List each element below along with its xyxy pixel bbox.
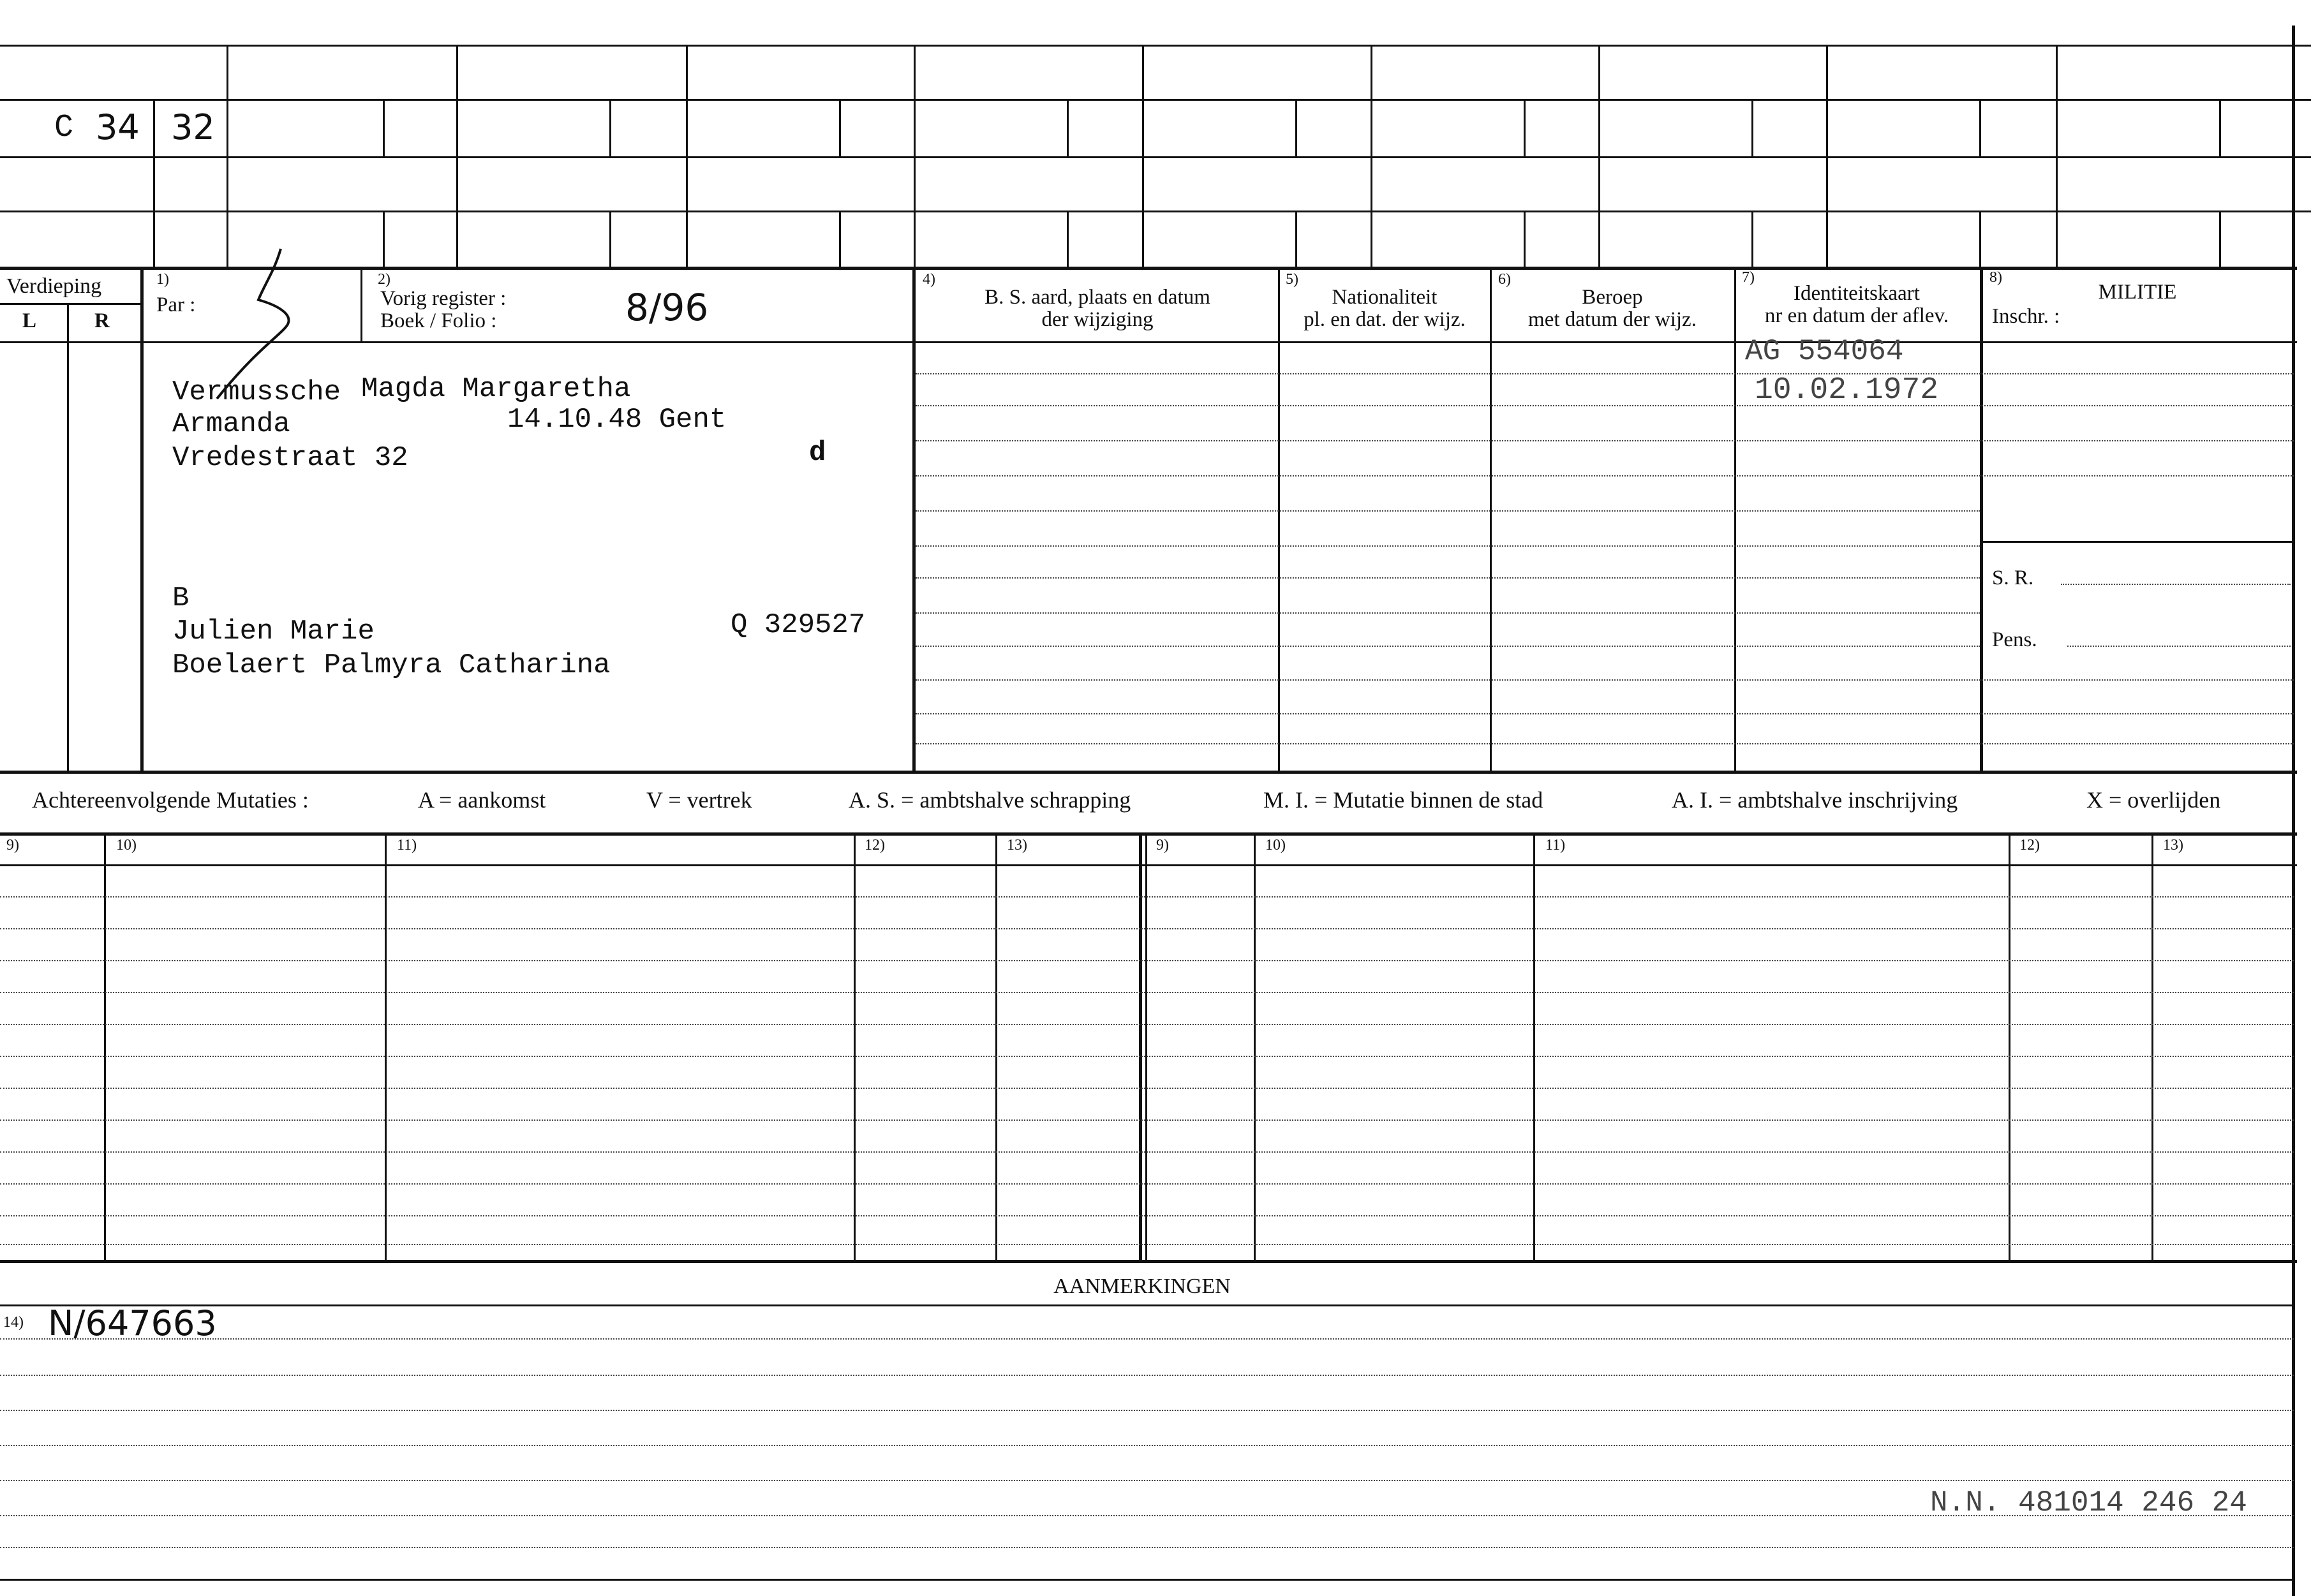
top-grid-col — [1979, 99, 1981, 156]
folio-value: 8/96 — [625, 286, 709, 329]
par-label: Par : — [156, 293, 196, 316]
top-grid-col — [1295, 99, 1297, 156]
id-card-date: 10.02.1972 — [1755, 373, 1939, 408]
top-grid-col — [1751, 99, 1753, 156]
col-divider — [140, 267, 144, 772]
ruled-line — [916, 612, 1980, 614]
militie-sr-line — [2061, 584, 2291, 585]
ruled-line — [916, 373, 2294, 374]
mut-col-12-right: 12) — [2019, 837, 2040, 853]
person-surname: Vermussche — [172, 376, 341, 408]
aanmerkingen-value: N/647663 — [48, 1303, 217, 1343]
verdieping-divider — [0, 303, 142, 305]
top-grid-col — [2219, 99, 2221, 156]
mutaties-bottom-line — [0, 1260, 2297, 1263]
nat-header-line1: Nationaliteit — [1332, 286, 1438, 309]
top-grid-line — [0, 156, 2311, 158]
top-grid-col — [609, 211, 611, 268]
top-grid-col — [1067, 99, 1069, 156]
mutaties-row-line — [0, 1024, 2294, 1025]
col-divider — [1734, 267, 1736, 772]
top-grid-line — [0, 211, 2311, 212]
person-mark: d — [809, 437, 826, 469]
mutaties-top-line — [0, 832, 2297, 836]
mutaties-x: X = overlijden — [2086, 787, 2221, 813]
top-grid-col — [1295, 211, 1297, 268]
aanmerkingen-row-line — [0, 1547, 2294, 1548]
ruled-line — [916, 713, 2294, 714]
id-header-line1: Identiteitskaart — [1794, 282, 1920, 305]
top-grid-col — [914, 45, 916, 268]
col-number-2: 2) — [378, 271, 390, 288]
mut-col-10-right: 10) — [1265, 837, 1286, 853]
father-code: Q 329527 — [731, 609, 866, 641]
mut-col-9-left: 9) — [6, 837, 19, 853]
col-divider — [1490, 267, 1492, 772]
col-divider — [1278, 267, 1280, 772]
ruled-line — [916, 545, 1980, 547]
mutaties-v: V = vertrek — [646, 787, 752, 813]
aanmerkingen-line — [0, 1304, 2294, 1306]
top-grid-col — [1598, 45, 1600, 268]
col-number-7: 7) — [1742, 269, 1755, 286]
mutaties-as: A. S. = ambtshalve schrapping — [849, 787, 1131, 813]
verdieping-label: Verdieping — [6, 274, 102, 298]
top-grid-col — [1142, 45, 1144, 268]
col-number-8: 8) — [1989, 269, 2002, 286]
top-grid-col — [1826, 45, 1828, 268]
person-birth: 14.10.48 Gent — [507, 404, 727, 436]
father-name: Julien Marie — [172, 616, 375, 647]
ruled-line — [916, 475, 2294, 477]
mut-col-11-left: 11) — [397, 837, 417, 853]
top-grid-col — [383, 99, 385, 156]
top-grid-line — [0, 267, 2297, 270]
militie-pens-line — [2067, 646, 2291, 647]
militie-sr-label: S. R. — [1992, 566, 2034, 589]
col-divider — [912, 267, 916, 772]
top-grid-col — [1524, 99, 1526, 156]
mut-col-13-right: 13) — [2163, 837, 2183, 853]
mutaties-title: Achtereenvolgende Mutaties : — [32, 787, 309, 813]
verdieping-bottom — [0, 341, 142, 343]
id-header-line2: nr en datum der aflev. — [1764, 304, 1949, 327]
top-grid-col — [839, 99, 841, 156]
mutaties-row-line — [0, 1151, 2294, 1153]
bs-header-line1: B. S. aard, plaats en datum — [985, 286, 1210, 309]
col-divider — [1980, 267, 1983, 772]
body-bottom-line — [0, 771, 2297, 774]
mut-col-13-left: 13) — [1007, 837, 1027, 853]
aanmerkingen-row-line — [0, 1445, 2294, 1446]
person-address: Vredestraat 32 — [172, 442, 408, 474]
ruled-line — [916, 646, 1980, 647]
mutaties-row-line — [0, 1056, 2294, 1057]
bs-header-line2: der wijziging — [1041, 308, 1154, 331]
top-grid-col — [1067, 211, 1069, 268]
col-number-6: 6) — [1498, 271, 1511, 288]
card-ref-sub: 32 — [171, 107, 215, 147]
top-grid-line — [0, 45, 2311, 47]
verdieping-l: L — [22, 309, 37, 332]
mutaties-row-line — [0, 1119, 2294, 1121]
vorig-register-label: Vorig register : — [380, 287, 507, 310]
mut-col-11-right: 11) — [1545, 837, 1566, 853]
mutaties-row-line — [0, 928, 2294, 929]
mutaties-row-line — [0, 992, 2294, 993]
mut-col-12-left: 12) — [865, 837, 885, 853]
top-grid-col — [456, 45, 458, 268]
top-grid-line — [0, 99, 2311, 101]
ruled-line — [916, 743, 2294, 744]
top-grid-col — [2219, 211, 2221, 268]
ruled-line — [916, 405, 2294, 406]
mutaties-a: A = aankomst — [418, 787, 546, 813]
militie-pens-label: Pens. — [1992, 628, 2037, 651]
card-right-edge — [2292, 26, 2295, 1596]
top-grid-col — [227, 45, 228, 268]
aanmerkingen-row-line — [0, 1410, 2294, 1411]
inschr-label: Inschr. : — [1992, 305, 2060, 328]
mutaties-row-line — [0, 1244, 2294, 1245]
top-grid-col — [1979, 211, 1981, 268]
militie-header: MILITIE — [2098, 281, 2177, 304]
top-grid-col — [609, 99, 611, 156]
national-number: N.N. 481014 246 24 — [1930, 1486, 2247, 1519]
person-name-line2: Armanda — [172, 408, 290, 440]
col-divider — [67, 303, 69, 772]
top-grid-col — [1751, 211, 1753, 268]
header-bottom-line — [140, 341, 2297, 343]
militie-divider — [1981, 541, 2294, 543]
aanmerkingen-row-line — [0, 1375, 2294, 1376]
mut-col-9-right: 9) — [1156, 837, 1169, 853]
mother-name: Boelaert Palmyra Catharina — [172, 649, 611, 681]
nat-header-line2: pl. en dat. der wijz. — [1304, 308, 1466, 331]
parent-marker: B — [172, 582, 189, 614]
top-grid-col — [1524, 211, 1526, 268]
top-grid-col — [153, 99, 155, 268]
col-number-1: 1) — [156, 271, 169, 288]
card-ref-letter: C — [54, 110, 74, 146]
ruled-line — [916, 510, 1980, 512]
id-card-number: AG 554064 — [1745, 335, 1904, 368]
aanmerkingen-row-line — [0, 1338, 2294, 1340]
aanmerkingen-number: 14) — [3, 1314, 24, 1331]
card-ref-number: 34 — [96, 107, 140, 147]
top-grid-col — [383, 211, 385, 268]
mutaties-row-line — [0, 1183, 2294, 1185]
boek-folio-label: Boek / Folio : — [380, 309, 497, 332]
mutaties-row-line — [0, 896, 2294, 898]
mutaties-row-line — [0, 960, 2294, 961]
top-grid-col — [2056, 45, 2058, 268]
top-grid-col — [1371, 45, 1372, 268]
person-given-names: Magda Margaretha — [361, 373, 631, 405]
col-divider — [360, 267, 362, 341]
top-grid-col — [686, 45, 688, 268]
mutaties-mi: M. I. = Mutatie binnen de stad — [1263, 787, 1543, 813]
col-number-5: 5) — [1286, 271, 1298, 288]
mut-col-10-left: 10) — [116, 837, 137, 853]
col-number-4: 4) — [923, 271, 935, 288]
aanmerkingen-bottom — [0, 1579, 2294, 1581]
mutaties-header-line — [0, 864, 2297, 866]
mutaties-row-line — [0, 1215, 2294, 1216]
top-grid-col — [839, 211, 841, 268]
ruled-line — [916, 440, 2294, 441]
ruled-line — [916, 577, 1980, 579]
beroep-header-line2: met datum der wijz. — [1528, 308, 1697, 331]
aanmerkingen-row-line — [0, 1480, 2294, 1481]
aanmerkingen-title: AANMERKINGEN — [1053, 1275, 1231, 1298]
ruled-line — [916, 679, 2294, 681]
mutaties-row-line — [0, 1088, 2294, 1089]
verdieping-r: R — [94, 309, 110, 332]
mutaties-ai: A. I. = ambtshalve inschrijving — [1672, 787, 1958, 813]
beroep-header-line1: Beroep — [1582, 286, 1643, 309]
